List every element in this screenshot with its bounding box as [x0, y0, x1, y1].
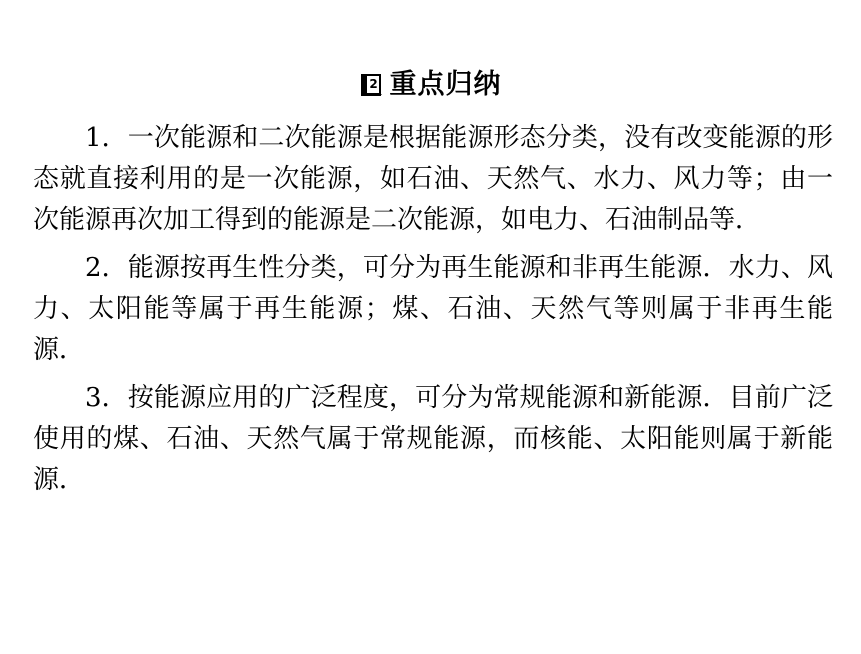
summary-content	[33, 118, 833, 508]
paragraph-3: 3．按能源应用的广泛程度，可分为常规能源和新能源．目前广泛使用的煤、石油、天然气属于常规能源，而核能、太阳能则属于新能源．	[33, 383, 833, 495]
book-badge-icon	[360, 73, 384, 97]
paragraph-1: 1．一次能源和二次能源是根据能源形态分类，没有改变能源的形态就直接利用的是一次能源，如石油、天然气、水力、风力等；由一次能源再次加工得到的能源是二次能源，如电力、石油制品等．	[33, 123, 833, 235]
paragraph-2: 2．能源按再生性分类，可分为再生能源和非再生能源．水力、风力、太阳能等属于再生能源；煤、石油、天然气等则属于非再生能源．	[33, 253, 833, 365]
section-title: 重点归纳	[389, 69, 502, 100]
section-heading	[0, 68, 861, 102]
svg-text:2: 2	[368, 77, 378, 91]
